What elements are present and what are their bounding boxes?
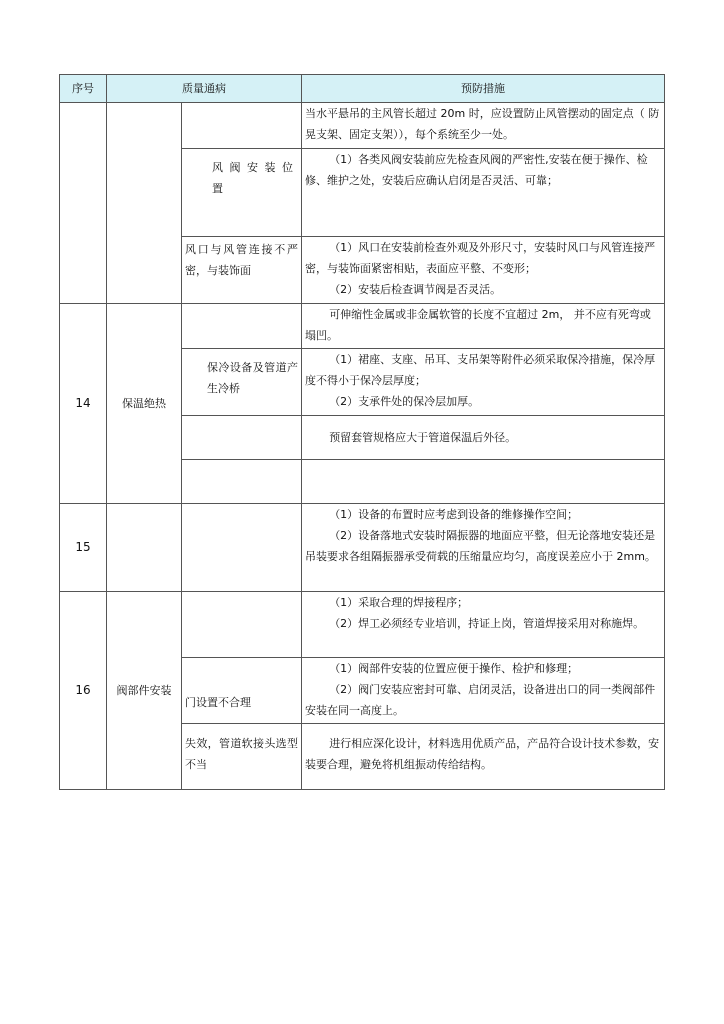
row-number: 14 [60, 304, 107, 504]
row-issue [182, 592, 302, 658]
row-measures [302, 149, 665, 237]
row-category: 阀部件安装 [107, 592, 182, 790]
table-row [60, 504, 665, 592]
row-issue: 风口与风管连接不严密，与装饰面 [182, 237, 302, 304]
header-measures: 预防措施 [302, 75, 665, 103]
measure-text: （2）阀门安装应密封可靠、启闭灵活，设备进出口的同一类阀部件安装在同一高度上。 [305, 683, 656, 717]
measure-text: （1）采取合理的焊接程序； [329, 596, 469, 609]
row-issue [182, 504, 302, 592]
table-row [60, 103, 665, 149]
measure-text: （2）设备落地式安装时隔振器的地面应平整，但无论落地安装还是吊装要求各组隔振器承受荷载的压缩量应均匀，高度误差应小于 2mm。 [305, 529, 656, 563]
measure-text: （1）各类风阀安装前应先检查风阀的严密性,安装在便于操作、检修、维护之处，安装后应确认启闭是否灵活、可靠； [305, 153, 648, 187]
row-measures [302, 592, 665, 658]
row-issue: 保冷设备及管道产生冷桥 [182, 349, 302, 416]
row-issue [182, 460, 302, 504]
measure-text: （2）支承件处的保冷层加厚。 [329, 395, 480, 408]
row-issue: 风阀安装位置 [182, 149, 302, 237]
row-measures [302, 416, 665, 460]
row-issue: 门设置不合理 [182, 658, 302, 724]
measure-text: （1）阀部件安装的位置应便于操作、检护和修理； [329, 662, 579, 675]
measure-text: 可伸缩性金属或非金属软管的长度不宜超过 2m， 并不应有死弯或塌凹。 [305, 308, 651, 342]
table-row [60, 304, 665, 349]
row-issue [182, 416, 302, 460]
measure-text: （1）设备的布置时应考虑到设备的维修操作空间； [329, 508, 579, 521]
measure-text: 当水平悬吊的主风管长超过 20m 时，应设置防止风管摆动的固定点（ 防晃支架、固定支架）），每个系统至少一处。 [305, 107, 660, 141]
measure-text: （2）焊工必须经专业培训，持证上岗，管道焊接采用对称施焊。 [329, 617, 645, 630]
row-category [107, 504, 182, 592]
row-measures [302, 103, 665, 149]
row-measures [302, 349, 665, 416]
quality-defects-table [59, 74, 665, 790]
row-measures [302, 658, 665, 724]
row-measures [302, 304, 665, 349]
row-number: 15 [60, 504, 107, 592]
header-no: 序号 [60, 75, 107, 103]
row-measures [302, 504, 665, 592]
row-measures [302, 460, 665, 504]
measure-text: （1）风口在安装前检查外观及外形尺寸，安装时风口与风管连接严密，与装饰面紧密相贴，表面应平整、不变形； [305, 241, 656, 275]
row-issue [182, 304, 302, 349]
row-issue [182, 103, 302, 149]
row-number [60, 103, 107, 304]
measure-text: （2）安装后检查调节阀是否灵活。 [329, 283, 502, 296]
row-category [107, 103, 182, 304]
table-row [60, 592, 665, 658]
row-issue: 失效，管道软接头选型不当 [182, 724, 302, 790]
header-row [60, 75, 665, 103]
measure-text: （1）裙座、支座、吊耳、支吊架等附件必须采取保冷措施，保冷厚度不得小于保冷层厚度； [305, 353, 656, 387]
row-measures [302, 724, 665, 790]
row-number: 16 [60, 592, 107, 790]
row-measures [302, 237, 665, 304]
row-category: 保温绝热 [107, 304, 182, 504]
measure-text: 进行相应深化设计，材料选用优质产品，产品符合设计技术参数，安装要合理，避免将机组振动传给结构。 [305, 737, 660, 771]
measure-text: 预留套管规格应大于管道保温后外径。 [329, 431, 517, 444]
header-defect: 质量通病 [107, 75, 302, 103]
